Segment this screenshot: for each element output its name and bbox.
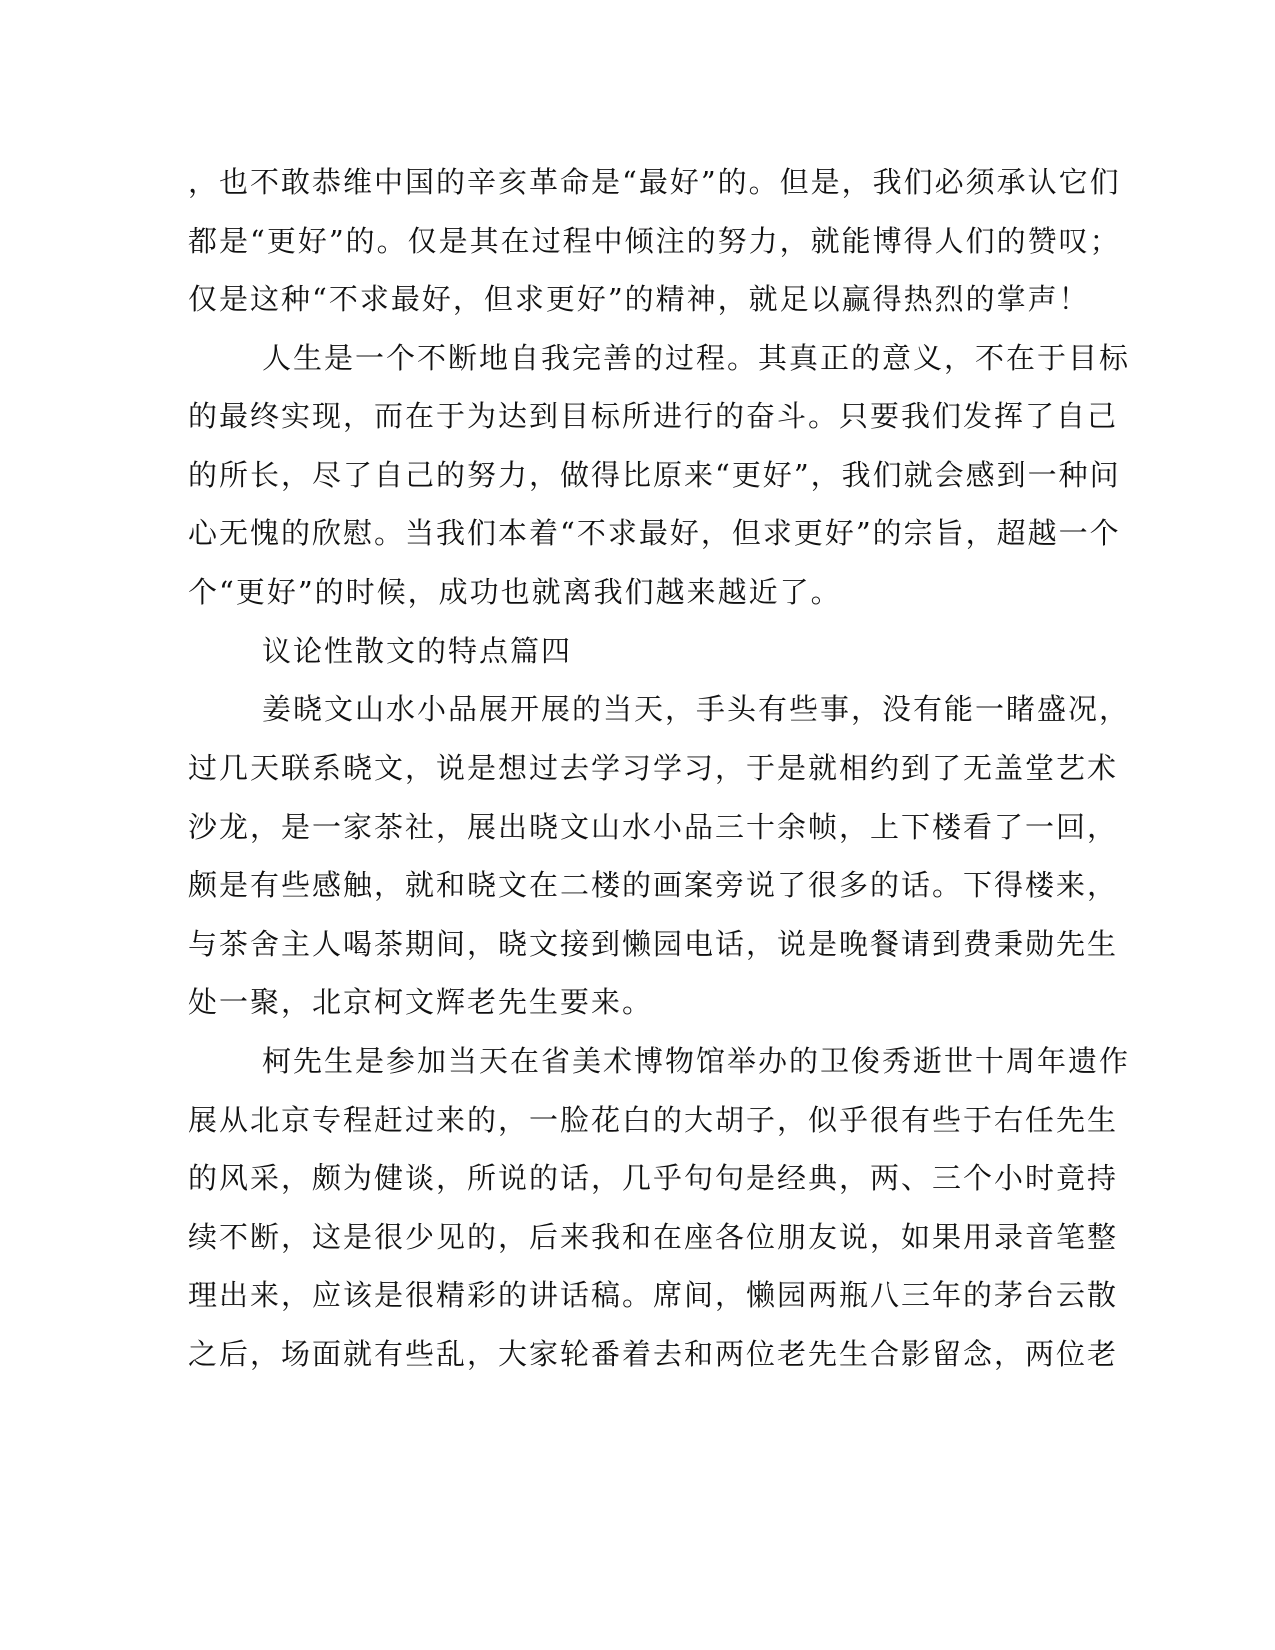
paragraph-line: 颇是有些感触，就和晓文在二楼的画案旁说了很多的话。下得楼来， xyxy=(188,868,1119,902)
paragraph-line: 之后，场面就有些乱，大家轮番着去和两位老先生合影留念，两位老 xyxy=(188,1337,1119,1371)
paragraph-line: 与茶舍主人喝茶期间，晓文接到懒园电话，说是晚餐请到费秉勋先生 xyxy=(188,927,1119,961)
paragraph-line: 处一聚，北京柯文辉老先生要来。 xyxy=(188,985,654,1019)
paragraph-line: 柯先生是参加当天在省美术博物馆举办的卫俊秀逝世十周年遗作 xyxy=(262,1044,1131,1078)
paragraph-line: 个“更好”的时候，成功也就离我们越来越近了。 xyxy=(188,575,842,609)
paragraph-line: 仅是这种“不求最好，但求更好”的精神，就足以赢得热烈的掌声！ xyxy=(188,282,1090,316)
paragraph-line: 过几天联系晓文，说是想过去学习学习，于是就相约到了无盖堂艺术 xyxy=(188,751,1119,785)
paragraph-line: 姜晓文山水小品展开展的当天，手头有些事，没有能一睹盛况， xyxy=(262,692,1131,726)
paragraph-line: 沙龙，是一家茶社，展出晓文山水小品三十余帧，上下楼看了一回， xyxy=(188,810,1119,844)
paragraph-line: 续不断，这是很少见的，后来我和在座各位朋友说，如果用录音笔整 xyxy=(188,1220,1119,1254)
paragraph-line: 理出来，应该是很精彩的讲话稿。席间，懒园两瓶八三年的茅台云散 xyxy=(188,1278,1119,1312)
paragraph-line: ，也不敢恭维中国的辛亥革命是“最好”的。但是，我们必须承认它们 xyxy=(188,165,1121,199)
paragraph-line: 的风采，颇为健谈，所说的话，几乎句句是经典，两、三个小时竟持 xyxy=(188,1161,1119,1195)
paragraph-line: 都是“更好”的。仅是其在过程中倾注的努力，就能博得人们的赞叹； xyxy=(188,224,1121,258)
paragraph-line: 人生是一个不断地自我完善的过程。其真正的意义，不在于目标 xyxy=(262,341,1131,375)
section-heading: 议论性散文的特点篇四 xyxy=(262,634,573,668)
paragraph-line: 的所长，尽了自己的努力，做得比原来“更好”，我们就会感到一种问 xyxy=(188,458,1121,492)
paragraph-line: 心无愧的欣慰。当我们本着“不求最好，但求更好”的宗旨，超越一个 xyxy=(188,516,1121,550)
paragraph-line: 的最终实现，而在于为达到目标所进行的奋斗。只要我们发挥了自己 xyxy=(188,399,1119,433)
paragraph-line: 展从北京专程赶过来的，一脸花白的大胡子，似乎很有些于右任先生 xyxy=(188,1103,1119,1137)
